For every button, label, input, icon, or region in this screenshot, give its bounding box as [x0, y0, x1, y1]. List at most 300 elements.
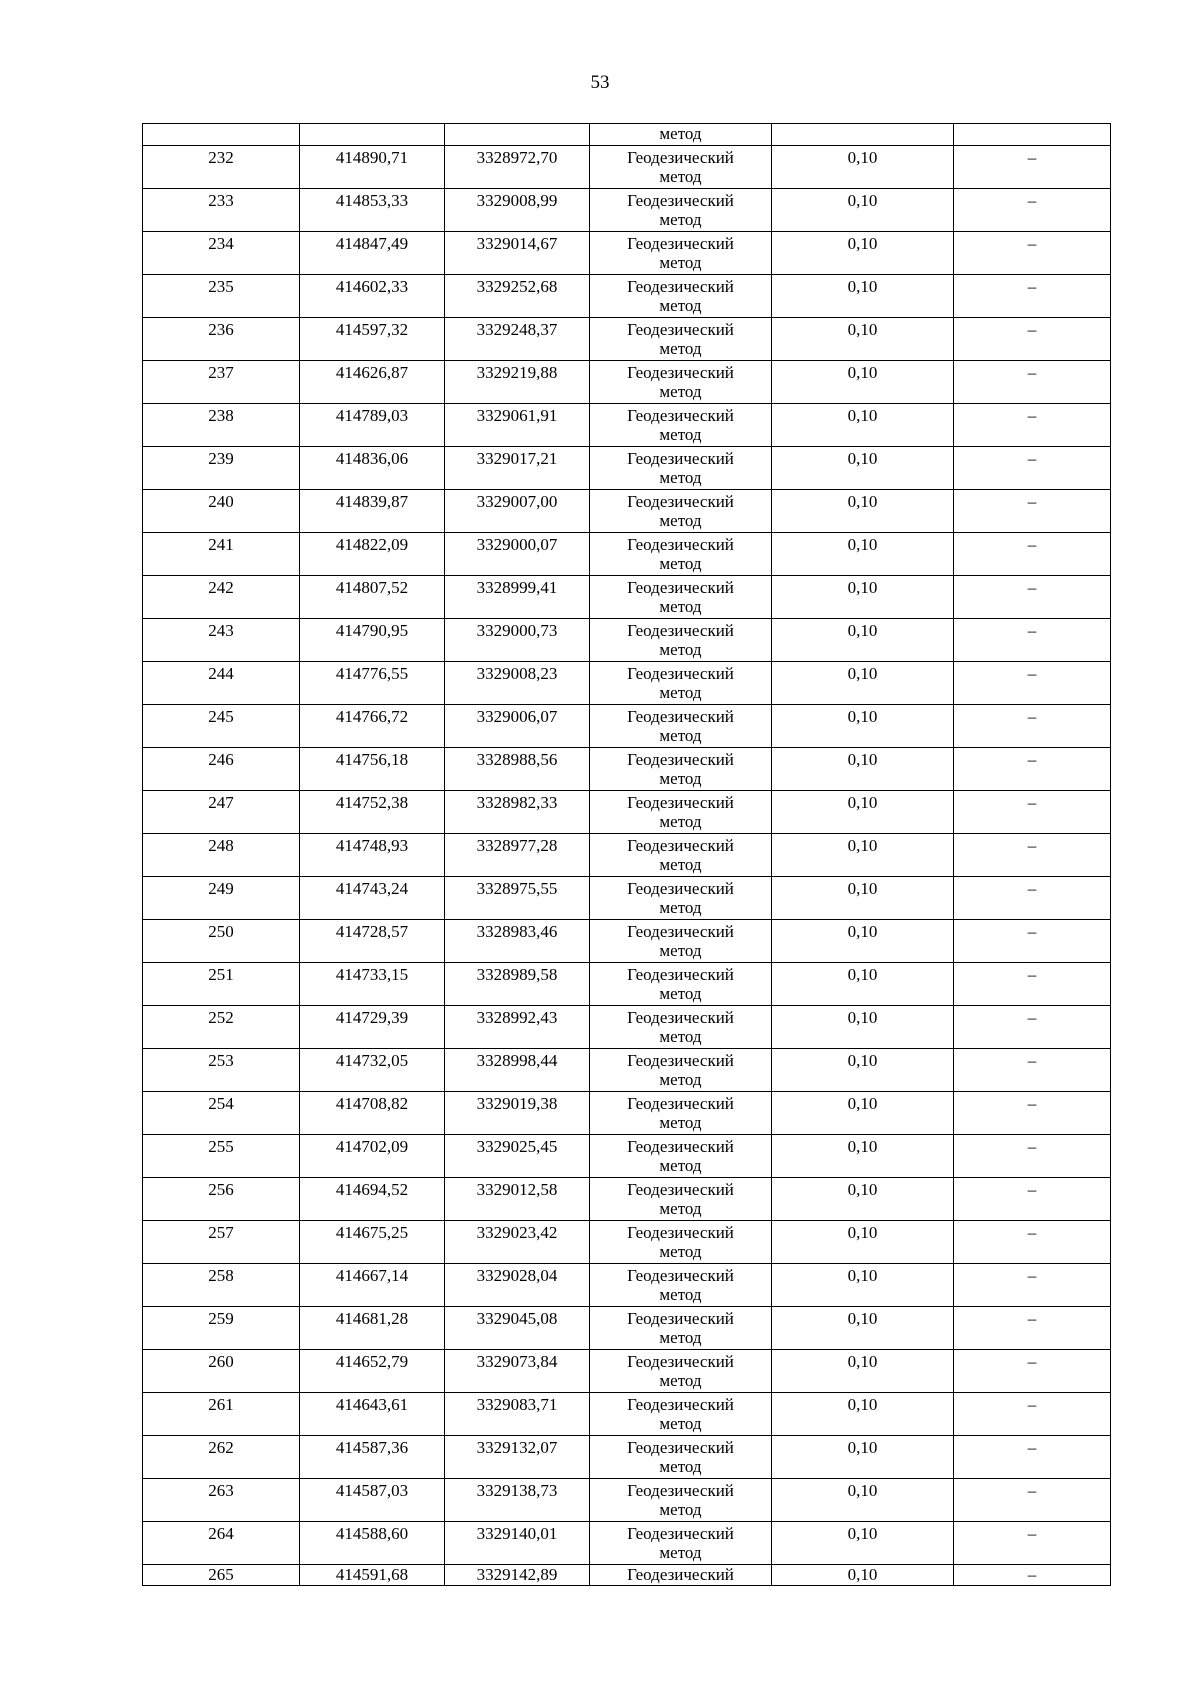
cell-accuracy-text: 0,10: [847, 1180, 878, 1199]
cell-x: [300, 189, 445, 232]
method-line1: Геодезический: [627, 535, 734, 554]
cell-point-number: [143, 146, 300, 189]
cell-method: [590, 748, 772, 791]
table-row: [143, 1307, 1111, 1350]
cell-note-text: –: [1027, 879, 1037, 898]
method-line2: метод: [659, 1070, 702, 1089]
cell-y-text: 3328982,33: [476, 793, 558, 812]
cell-x: [300, 877, 445, 920]
cell-point-number: [143, 275, 300, 318]
cell-point-number-text: 237: [208, 363, 234, 382]
table-row: [143, 1178, 1111, 1221]
cell-method: [590, 1178, 772, 1221]
cell-y-text: 3329140,01: [476, 1524, 558, 1543]
cell-note: [954, 1264, 1111, 1307]
cell-x-text: 414743,24: [335, 879, 409, 898]
method-line1: Геодезический: [627, 836, 734, 855]
method-line1: Геодезический: [627, 1352, 734, 1371]
cell-note: [954, 361, 1111, 404]
cell-note-text: –: [1027, 707, 1037, 726]
method-line1: Геодезический: [627, 406, 734, 425]
cell-accuracy: [772, 1092, 954, 1135]
cell-accuracy-text: 0,10: [847, 965, 878, 984]
cell-accuracy-text: 0,10: [847, 492, 878, 511]
cell-y: [445, 189, 590, 232]
cell-y: [445, 1479, 590, 1522]
cell-method: [590, 1436, 772, 1479]
cell-point-number-text: 243: [208, 621, 234, 640]
method-line2: метод: [659, 167, 702, 186]
cell-accuracy: [772, 1006, 954, 1049]
cell-point-number-text: 249: [208, 879, 234, 898]
cell-point-number: [143, 1264, 300, 1307]
cell-method: [590, 705, 772, 748]
cell-accuracy: [772, 1479, 954, 1522]
cell-accuracy-text: 0,10: [847, 1137, 878, 1156]
cell-accuracy-text: 0,10: [847, 449, 878, 468]
cell-note: [954, 404, 1111, 447]
cell-accuracy-text: 0,10: [847, 1395, 878, 1414]
cell-x: [300, 619, 445, 662]
cell-method: [590, 1135, 772, 1178]
cell-x: [300, 748, 445, 791]
table-row: [143, 791, 1111, 834]
cell-x-text: 414728,57: [335, 922, 409, 941]
cell-x-text: 414694,52: [335, 1180, 409, 1199]
cell-note: [954, 1565, 1111, 1586]
method-line1: Геодезический: [627, 1051, 734, 1070]
cell-note-text: –: [1027, 148, 1037, 167]
cell-x-text: 414702,09: [335, 1137, 409, 1156]
cell-note: [954, 1006, 1111, 1049]
method-line1: Геодезический: [627, 879, 734, 898]
method-line1: Геодезический: [627, 1266, 734, 1285]
cell-note-text: –: [1027, 1137, 1037, 1156]
cell-point-number-text: 248: [208, 836, 234, 855]
cell-method: [590, 232, 772, 275]
table-row: [143, 490, 1111, 533]
cell-note: [954, 619, 1111, 662]
table-row: [143, 1436, 1111, 1479]
cell-accuracy: [772, 275, 954, 318]
method-line1: Геодезический: [627, 664, 734, 683]
cell-note-text: –: [1027, 578, 1037, 597]
cell-accuracy: [772, 1393, 954, 1436]
cell-point-number-text: 233: [208, 191, 234, 210]
cell-y: [445, 1350, 590, 1393]
method-line2: метод: [659, 1199, 702, 1218]
cell-note-text: –: [1027, 1481, 1037, 1500]
cell-point-number: [143, 404, 300, 447]
cell-point-number-text: 254: [208, 1094, 234, 1113]
table-row: [143, 877, 1111, 920]
cell-y-text: 3328977,28: [476, 836, 558, 855]
cell-accuracy: [772, 619, 954, 662]
cell-point-number: [143, 1092, 300, 1135]
cell-x: [300, 318, 445, 361]
cell-accuracy-text: 0,10: [847, 234, 878, 253]
cell-note-text: –: [1027, 1524, 1037, 1543]
cell-y-text: 3329083,71: [476, 1395, 558, 1414]
cell-x: [300, 662, 445, 705]
table-row: [143, 1350, 1111, 1393]
method-line2: метод: [659, 597, 702, 616]
cell-y-text: 3329017,21: [476, 449, 558, 468]
cell-note: [954, 490, 1111, 533]
cell-point-number: [143, 963, 300, 1006]
cell-x: [300, 705, 445, 748]
cell-accuracy: [772, 963, 954, 1006]
table-row: [143, 189, 1111, 232]
method-line1: Геодезический: [627, 492, 734, 511]
method-line1: Геодезический: [627, 1481, 734, 1500]
cell-y-text: 3328989,58: [476, 965, 558, 984]
cell-method: [590, 361, 772, 404]
method-line2: метод: [659, 984, 702, 1003]
table-row: [143, 662, 1111, 705]
cell-y-text: 3328983,46: [476, 922, 558, 941]
cell-y-text: 3329012,58: [476, 1180, 558, 1199]
cell-method: [590, 1049, 772, 1092]
method-line1: Геодезический: [627, 363, 734, 382]
cell-method: [590, 1350, 772, 1393]
cell-y-text: 3329007,00: [476, 492, 558, 511]
table-row: [143, 619, 1111, 662]
method-line2: метод: [659, 1543, 702, 1562]
cell-y: [445, 1221, 590, 1264]
cell-x: [300, 232, 445, 275]
table-row: [143, 275, 1111, 318]
cell-x-text: 414591,68: [335, 1565, 409, 1584]
cell-method: [590, 1307, 772, 1350]
cell-accuracy-text: 0,10: [847, 1094, 878, 1113]
cell-y-text: 3329014,67: [476, 234, 558, 253]
cell-method: [590, 1393, 772, 1436]
cell-method: [590, 447, 772, 490]
cell-y: [445, 447, 590, 490]
cell-note: [954, 963, 1111, 1006]
cell-x-text: 414776,55: [335, 664, 409, 683]
cell-y-text: 3329073,84: [476, 1352, 558, 1371]
cell-point-number-text: 265: [208, 1565, 234, 1584]
cell-method: [590, 533, 772, 576]
cell-point-number-text: 232: [208, 148, 234, 167]
cell-note-text: –: [1027, 1223, 1037, 1242]
cell-x-text: 414822,09: [335, 535, 409, 554]
cell-note-text: –: [1027, 535, 1037, 554]
cell-note: [954, 576, 1111, 619]
cell-x-text: 414667,14: [335, 1266, 409, 1285]
cell-note-text: –: [1027, 449, 1037, 468]
cell-y: [445, 705, 590, 748]
cell-point-number-text: 256: [208, 1180, 234, 1199]
method-line1: Геодезический: [627, 621, 734, 640]
cell-method: [590, 275, 772, 318]
cell-point-number-text: 263: [208, 1481, 234, 1500]
cell-accuracy: [772, 791, 954, 834]
cell-accuracy: [772, 318, 954, 361]
cell-x-text: 414588,60: [335, 1524, 409, 1543]
cell-y: [445, 1092, 590, 1135]
cell-note-text: –: [1027, 1395, 1037, 1414]
cell-y: [445, 490, 590, 533]
cell-point-number: [143, 189, 300, 232]
cell-accuracy-text: 0,10: [847, 191, 878, 210]
cell-y-text: 3329000,07: [476, 535, 558, 554]
cell-accuracy: [772, 1049, 954, 1092]
cell-note-text: –: [1027, 406, 1037, 425]
cell-accuracy-text: 0,10: [847, 277, 878, 296]
cell-accuracy: [772, 920, 954, 963]
cell-point-number-text: 234: [208, 234, 234, 253]
cell-note: [954, 834, 1111, 877]
cell-accuracy: [772, 490, 954, 533]
cell-accuracy-text: 0,10: [847, 750, 878, 769]
cell-y: [445, 920, 590, 963]
cell-accuracy-text: 0,10: [847, 621, 878, 640]
cell-y: [445, 318, 590, 361]
method-line2: метод: [659, 1328, 702, 1347]
cell-y: [445, 1436, 590, 1479]
method-line1: Геодезический: [627, 1094, 734, 1113]
cell-accuracy: [772, 1436, 954, 1479]
cell-x-text: 414890,71: [335, 148, 409, 167]
table-row: [143, 361, 1111, 404]
cell-x: [300, 1393, 445, 1436]
table-row: [143, 447, 1111, 490]
table-row: [143, 1393, 1111, 1436]
cell-accuracy-text: 0,10: [847, 1565, 878, 1584]
cell-note-text: –: [1027, 750, 1037, 769]
method-line2: метод: [659, 468, 702, 487]
cell-y-text: 3329019,38: [476, 1094, 558, 1113]
cell-point-number: [143, 834, 300, 877]
cell-point-number: [143, 361, 300, 404]
cell-y: [445, 232, 590, 275]
cell-y: [445, 576, 590, 619]
cell-y: [445, 662, 590, 705]
cell-x: [300, 576, 445, 619]
cell-note-text: –: [1027, 363, 1037, 382]
cell-y: [445, 533, 590, 576]
cell-note: [954, 124, 1111, 146]
cell-point-number: [143, 318, 300, 361]
cell-x: [300, 124, 445, 146]
cell-x: [300, 1092, 445, 1135]
cell-y: [445, 1264, 590, 1307]
cell-accuracy: [772, 1307, 954, 1350]
cell-note: [954, 1350, 1111, 1393]
cell-y: [445, 1522, 590, 1565]
method-line1: Геодезический: [627, 1309, 734, 1328]
cell-note-text: –: [1027, 1266, 1037, 1285]
cell-note-text: –: [1027, 1438, 1037, 1457]
cell-x-text: 414643,61: [335, 1395, 409, 1414]
cell-note: [954, 1479, 1111, 1522]
cell-point-number: [143, 1565, 300, 1586]
method-line1: Геодезический: [627, 277, 734, 296]
method-line1: Геодезический: [627, 922, 734, 941]
table-row: [143, 1565, 1111, 1586]
cell-method: [590, 1221, 772, 1264]
cell-accuracy: [772, 877, 954, 920]
method-line2: метод: [659, 1285, 702, 1304]
cell-note-text: –: [1027, 836, 1037, 855]
cell-note: [954, 877, 1111, 920]
cell-point-number-text: 252: [208, 1008, 234, 1027]
cell-point-number-text: 253: [208, 1051, 234, 1070]
cell-method: [590, 1565, 772, 1586]
cell-note: [954, 1307, 1111, 1350]
cell-x-text: 414766,72: [335, 707, 409, 726]
cell-accuracy: [772, 447, 954, 490]
cell-note: [954, 189, 1111, 232]
method-line2: метод: [659, 812, 702, 831]
cell-point-number: [143, 877, 300, 920]
cell-y: [445, 1307, 590, 1350]
cell-point-number: [143, 1479, 300, 1522]
method-line1: Геодезический: [627, 1524, 734, 1543]
cell-y-text: 3329142,89: [476, 1565, 558, 1584]
cell-method: [590, 576, 772, 619]
cell-note: [954, 920, 1111, 963]
cell-point-number: [143, 124, 300, 146]
cell-note-text: –: [1027, 1180, 1037, 1199]
cell-note: [954, 146, 1111, 189]
cell-accuracy-text: 0,10: [847, 535, 878, 554]
cell-y-text: 3329248,37: [476, 320, 558, 339]
cell-point-number: [143, 1436, 300, 1479]
cell-point-number: [143, 1393, 300, 1436]
cell-accuracy: [772, 124, 954, 146]
cell-note-text: –: [1027, 492, 1037, 511]
cell-method: [590, 877, 772, 920]
cell-y-text: 3329000,73: [476, 621, 558, 640]
cell-point-number-text: 241: [208, 535, 234, 554]
cell-point-number-text: 260: [208, 1352, 234, 1371]
cell-x: [300, 275, 445, 318]
cell-x: [300, 834, 445, 877]
continuation-row: [143, 124, 1111, 146]
cell-point-number: [143, 447, 300, 490]
cell-y: [445, 963, 590, 1006]
cell-note: [954, 705, 1111, 748]
method-line2: метод: [659, 855, 702, 874]
method-line2: метод: [659, 210, 702, 229]
cell-x-text: 414836,06: [335, 449, 409, 468]
cell-method: [590, 662, 772, 705]
cell-x-text: 414853,33: [335, 191, 409, 210]
cell-note: [954, 1178, 1111, 1221]
table-row: [143, 748, 1111, 791]
cell-x-text: 414681,28: [335, 1309, 409, 1328]
cell-x-text: 414807,52: [335, 578, 409, 597]
cell-y-text: 3329132,07: [476, 1438, 558, 1457]
cell-point-number-text: 258: [208, 1266, 234, 1285]
cell-point-number-text: 235: [208, 277, 234, 296]
table-row: [143, 1264, 1111, 1307]
cell-point-number: [143, 490, 300, 533]
cell-point-number-text: 244: [208, 664, 234, 683]
method-line2: метод: [659, 1414, 702, 1433]
method-line2: метод: [659, 683, 702, 702]
cell-x: [300, 1350, 445, 1393]
cell-accuracy-text: 0,10: [847, 1438, 878, 1457]
cell-x: [300, 1178, 445, 1221]
method-line1: Геодезический: [627, 1137, 734, 1156]
table-row: [143, 963, 1111, 1006]
method-line1: Геодезический: [627, 1438, 734, 1457]
cell-point-number: [143, 920, 300, 963]
coordinates-table: [142, 123, 1111, 1586]
cell-y: [445, 1006, 590, 1049]
cell-x-text: 414733,15: [335, 965, 409, 984]
table-row: [143, 1479, 1111, 1522]
cell-note-text: –: [1027, 664, 1037, 683]
cell-y: [445, 275, 590, 318]
cell-point-number-text: 257: [208, 1223, 234, 1242]
cell-x-text: 414652,79: [335, 1352, 409, 1371]
cell-x-text: 414602,33: [335, 277, 409, 296]
cell-note: [954, 748, 1111, 791]
cell-x: [300, 146, 445, 189]
cell-x: [300, 1135, 445, 1178]
cell-accuracy: [772, 1522, 954, 1565]
method-line2: метод: [659, 726, 702, 745]
cell-x-text: 414789,03: [335, 406, 409, 425]
method-line2: метод: [659, 1371, 702, 1390]
cell-point-number-text: 259: [208, 1309, 234, 1328]
cell-point-number-text: 264: [208, 1524, 234, 1543]
cell-method: [590, 791, 772, 834]
cell-accuracy: [772, 1264, 954, 1307]
cell-y-text: 3328998,44: [476, 1051, 558, 1070]
cell-note-text: –: [1027, 320, 1037, 339]
cell-point-number: [143, 1135, 300, 1178]
cell-accuracy-text: 0,10: [847, 148, 878, 167]
cell-y: [445, 361, 590, 404]
cell-accuracy-text: 0,10: [847, 922, 878, 941]
page-number: 53: [590, 72, 610, 93]
cell-y-text: 3329025,45: [476, 1137, 558, 1156]
cell-x-text: 414790,95: [335, 621, 409, 640]
cell-accuracy-text: 0,10: [847, 1309, 878, 1328]
cell-accuracy: [772, 705, 954, 748]
cell-note: [954, 1092, 1111, 1135]
cell-y: [445, 1049, 590, 1092]
cell-point-number-text: 261: [208, 1395, 234, 1414]
table-row: [143, 146, 1111, 189]
cell-y: [445, 877, 590, 920]
cell-note: [954, 791, 1111, 834]
method-line1: Геодезический: [627, 1223, 734, 1242]
method-line2: метод: [659, 1457, 702, 1476]
cell-accuracy-text: 0,10: [847, 578, 878, 597]
method-line2: метод: [659, 554, 702, 573]
method-line2: метод: [659, 1113, 702, 1132]
method-line1: Геодезический: [627, 449, 734, 468]
cell-point-number-text: 251: [208, 965, 234, 984]
method-line2: метод: [659, 425, 702, 444]
cell-note-text: –: [1027, 1352, 1037, 1371]
cell-note-text: –: [1027, 1565, 1037, 1584]
cell-x: [300, 1522, 445, 1565]
cell-x: [300, 791, 445, 834]
cell-accuracy-text: 0,10: [847, 1524, 878, 1543]
cell-method: [590, 1522, 772, 1565]
cell-note: [954, 1436, 1111, 1479]
cell-method: [590, 404, 772, 447]
